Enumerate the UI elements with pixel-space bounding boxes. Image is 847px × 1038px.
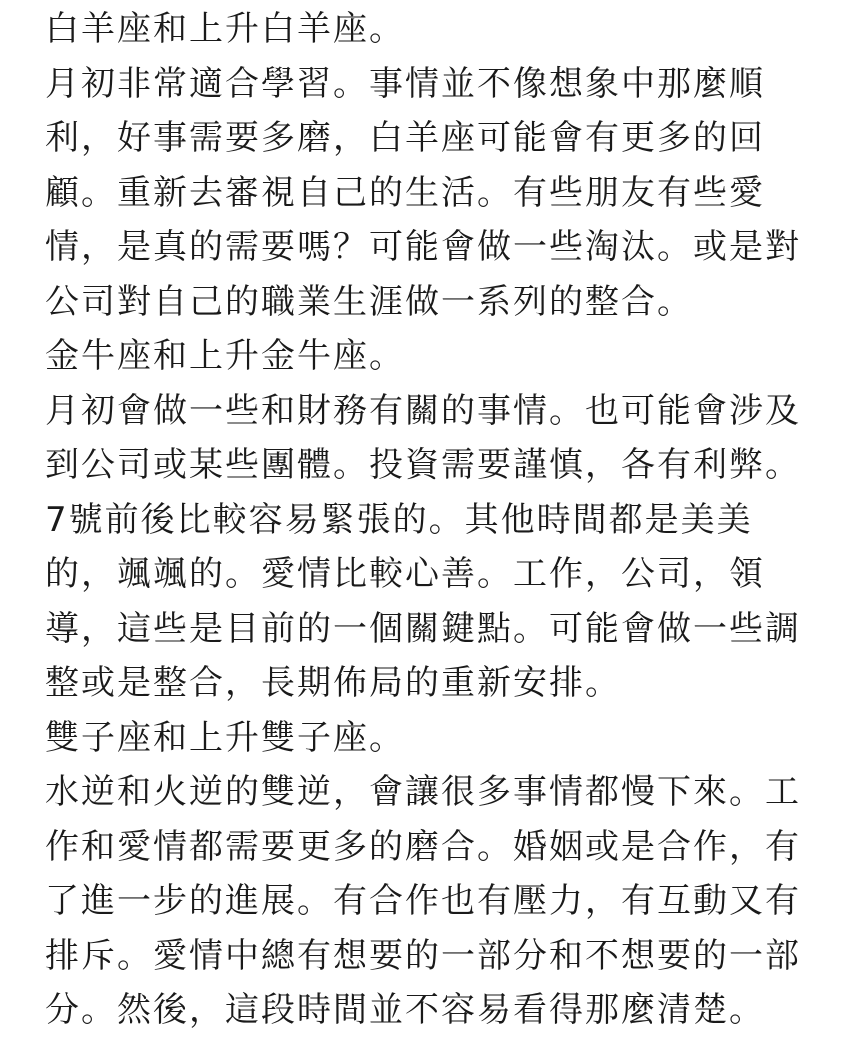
gemini-text-line: 作和愛情都需要更多的磨合。婚姻或是合作，有 <box>45 826 801 867</box>
aries-heading: 白羊座和上升白羊座。 <box>45 9 405 49</box>
taurus-text-line: 7號前後比較容易緊張的。其他時間都是美美 <box>45 499 753 540</box>
taurus-text-line: 的，颯颯的。愛情比較心善。工作，公司，領 <box>45 554 765 594</box>
gemini-text-line: 水逆和火逆的雙逆，會讓很多事情都慢下來。工 <box>45 772 801 812</box>
gemini-text-line: 分。然後，這段時間並不容易看得那麼清楚。 <box>45 990 765 1030</box>
taurus-text-line: 到公司或某些團體。投資需要謹慎，各有利弊。 <box>45 445 801 485</box>
taurus-text-line: 月初會做一些和財務有關的事情。也可能會涉及 <box>45 390 801 431</box>
gemini-heading: 雙子座和上升雙子座。 <box>45 717 405 758</box>
aries-text-line: 月初非常適合學習。事情並不像想象中那麼順 <box>45 63 765 104</box>
taurus-text-line: 整或是整合，長期佈局的重新安排。 <box>45 663 621 703</box>
taurus-text-line: 導，這些是目前的一個關鍵點。可能會做一些調 <box>45 608 801 649</box>
taurus-heading: 金牛座和上升金牛座。 <box>45 336 405 376</box>
aries-text-line: 公司對自己的職業生涯做一系列的整合。 <box>45 281 693 322</box>
aries-text-line: 情，是真的需要嗎？可能會做一些淘汰。或是對 <box>45 227 801 267</box>
gemini-text-line: 了進一步的進展。有合作也有壓力，有互動又有 <box>45 881 801 921</box>
aries-text-line: 利，好事需要多磨，白羊座可能會有更多的回 <box>45 118 765 158</box>
gemini-text-line: 排斥。愛情中總有想要的一部分和不想要的一部 <box>45 935 801 976</box>
aries-text-line: 顧。重新去審視自己的生活。有些朋友有些愛 <box>45 172 765 213</box>
horoscope-text <box>45 2 845 1038</box>
